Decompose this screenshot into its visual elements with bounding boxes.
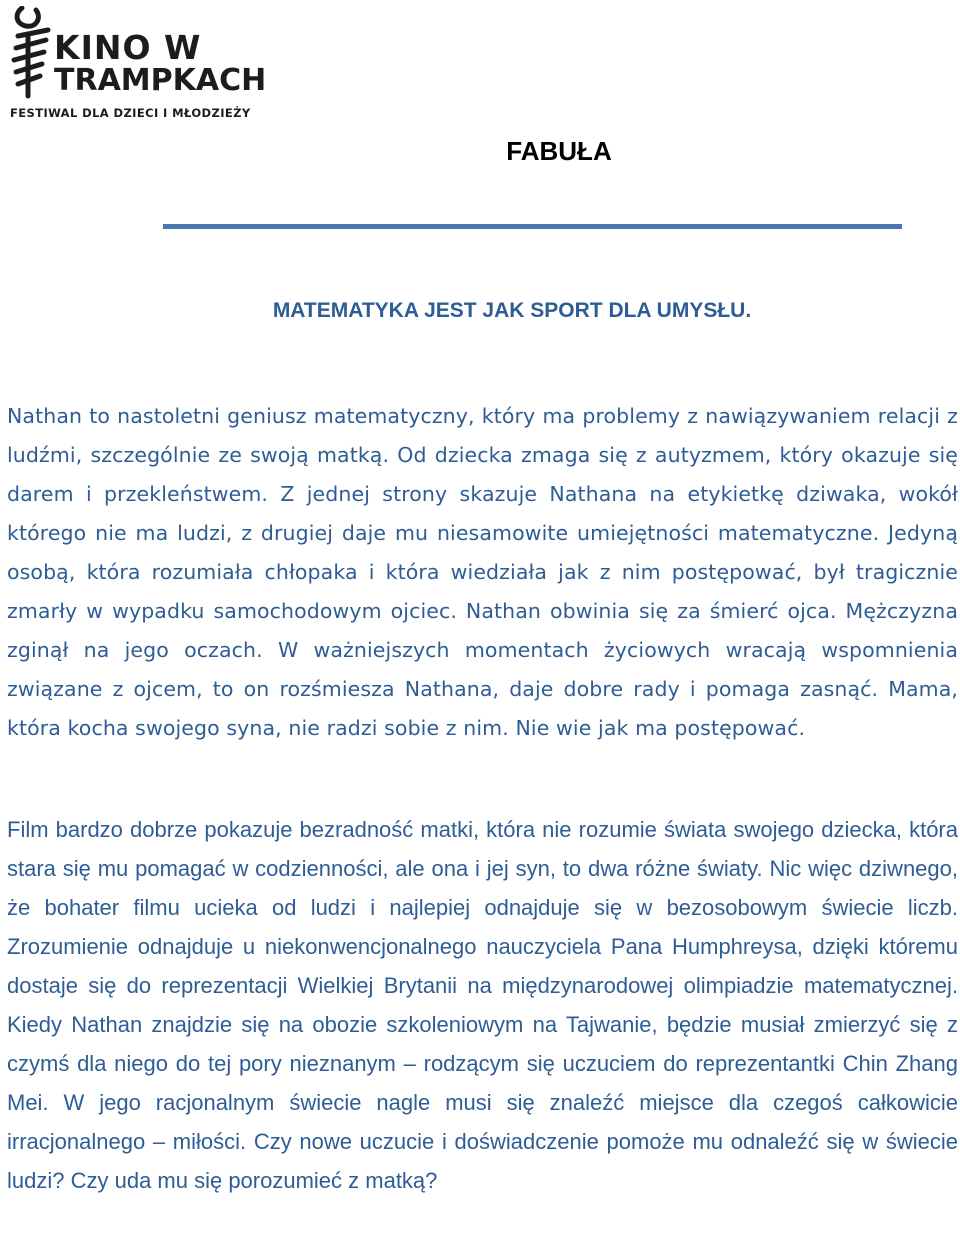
sneaker-lace-icon — [8, 6, 56, 104]
title-divider — [163, 224, 902, 229]
section-subtitle: MATEMATYKA JEST JAK SPORT DLA UMYSŁU. — [272, 299, 752, 322]
page-title: FABUŁA — [506, 136, 612, 166]
logo-tagline: FESTIWAL DLA DZIECI I MŁODZIEŻY — [10, 106, 251, 120]
festival-logo — [8, 6, 267, 124]
logo-text-line2: TRAMPKACH — [54, 63, 267, 98]
logo-text-line1: KINO W — [54, 28, 202, 67]
plot-paragraph-2: Film bardzo dobrze pokazuje bezradność matki, która nie rozumie świata swojego dziecka, która stara się mu pomagać w codzienności, ale ona i jej syn, to dwa różne światy. Nic więc dziwnego, że bohater filmu ucieka od ludzi i najlepiej odnajduje się w bezosobowym świecie liczb. Zrozumienie odnajduje u niekonwencjonalnego nauczyciela Pana Humphreysa, dzięki któremu dostaje się do reprezentacji Wielkiej Brytanii na międzynarodowej olimpiadzie matematycznej. Kiedy Nathan znajdzie się na obozie szkoleniowym na Tajwanie, będzie musiał zmierzyć się z czymś dla niego do tej pory nieznanym – rodzącym się uczuciem do reprezentantki Chin Zhang Mei. W jego racjonalnym świecie nagle musi się znaleźć miejsce dla czegoś całkowicie irracjonalnego – miłości. Czy nowe uczucie i doświadczenie pomoże mu odnaleźć się w świecie ludzi? Czy uda mu się porozumieć z matką? — [7, 817, 958, 1193]
plot-paragraph-1: Nathan to nastoletni geniusz matematyczny, który ma problemy z nawiązywaniem relacji z ludźmi, szczególnie ze swoją matką. Od dziecka zmaga się z autyzmem, który okazuje się darem i przekleństwem. Z jednej strony skazuje Nathana na etykietkę dziwaka, wokół którego nie ma ludzi, z drugiej daje mu niesamowite umiejętności matematyczne. Jedyną osobą, która rozumiała chłopaka i która wiedziała jak z nim postępować, był tragicznie zmarły w wypadku samochodowym ojciec. Nathan obwinia się za śmierć ojca. Mężczyzna zginął na jego oczach. W ważniejszych momentach życiowych wracają wspomnienia związane z ojcem, to on rozśmiesza Nathana, daje dobre rady i pomaga zasnąć. Mama, która kocha swojego syna, nie radzi sobie z nim. Nie wie jak ma postępować. — [7, 404, 958, 740]
